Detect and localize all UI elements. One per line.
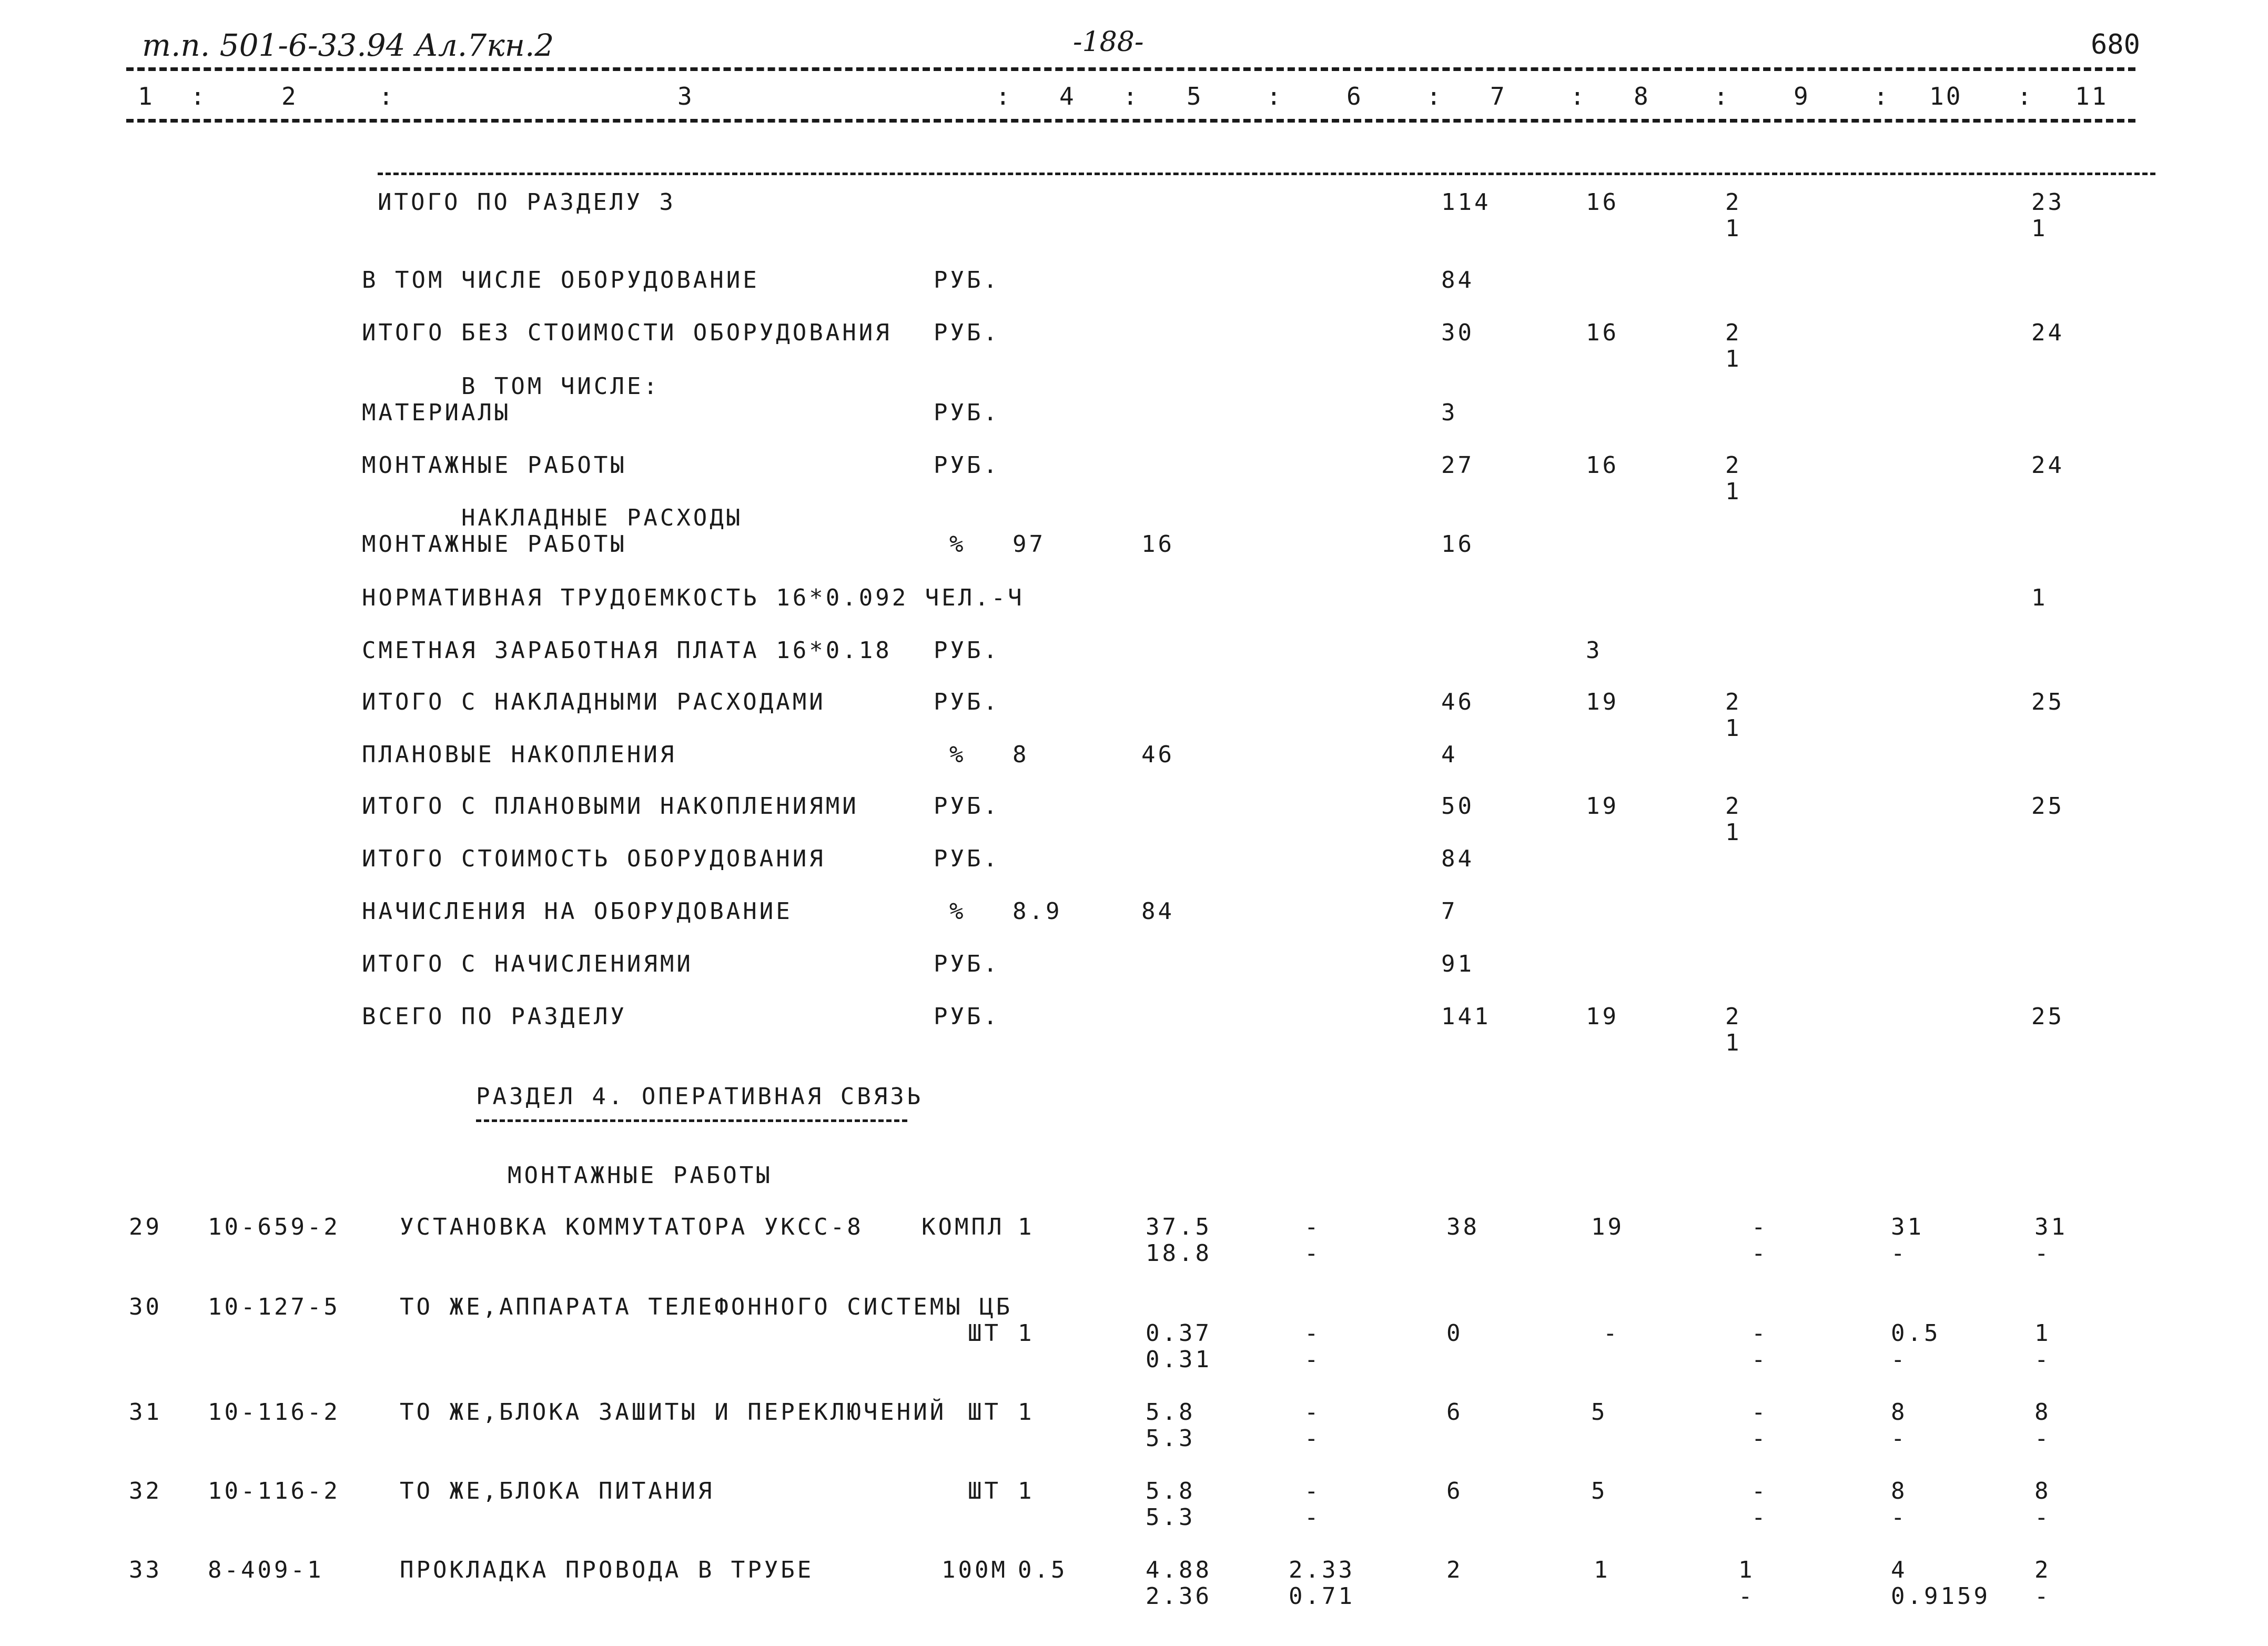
col-header-7: 7 [1490,82,1507,110]
col-header-2: 2 [281,82,298,110]
col7-value: 91 [1441,951,1474,977]
section4-subtitle: МОНТАЖНЫЕ РАБОТЫ [508,1162,773,1189]
rate-code: 8-409-1 [208,1557,324,1583]
col11-value: 25 [2031,689,2064,715]
col9-value: 2 1 [1725,793,1742,846]
row-unit: РУБ. [934,267,1000,294]
col6-value: - - [1304,1320,1321,1373]
col8-value: 16 [1586,189,1619,216]
col-header-11: 11 [2075,82,2109,110]
row-label: ВСЕГО ПО РАЗДЕЛУ [362,1003,627,1030]
row-label: ПЛАНОВЫЕ НАКОПЛЕНИЯ [362,741,677,768]
unit: ШТ [968,1478,1001,1504]
col-sep: : [1267,82,1283,110]
col10-value: 8 - [1891,1399,1908,1452]
row-number: 29 [129,1214,162,1240]
row-label: ИТОГО С ПЛАНОВЫМИ НАКОПЛЕНИЯМИ [362,793,859,820]
col8-value: 19 [1586,793,1619,820]
col-header-6: 6 [1346,82,1363,110]
quantity: 1 [1018,1399,1035,1426]
quantity: 0.5 [1018,1557,1068,1583]
row-label: ИТОГО С НАЧИСЛЕНИЯМИ [362,951,693,977]
row-unit: РУБ. [934,689,1000,715]
col5-value: 37.5 18.8 [1146,1214,1212,1267]
col8-value: 5 [1591,1399,1608,1426]
row-unit: РУБ. [934,452,1000,479]
page-number-right: 680 [2091,29,2140,60]
col5-value: 16 [1141,531,1174,558]
col5-value: 0.37 0.31 [1146,1320,1212,1373]
col11-value: 8 - [2034,1478,2051,1531]
work-name: ТО ЖЕ,АППАРАТА ТЕЛЕФОННОГО СИСТЕМЫ ЦБ [400,1294,1013,1320]
col5-value: 5.8 5.3 [1146,1478,1196,1531]
col9-value: - - [1751,1399,1768,1452]
rate-code: 10-116-2 [208,1399,340,1426]
row-label: ИТОГО С НАКЛАДНЫМИ РАСХОДАМИ [362,689,826,715]
header-rule-bottom [126,119,2135,123]
col-sep: : [996,82,1012,110]
row-label: СМЕТНАЯ ЗАРАБОТНАЯ ПЛАТА 16*0.18 [362,637,892,664]
col9-value: - - [1751,1478,1768,1531]
row-unit: РУБ. [934,845,1000,872]
col9-value: 1 - [1738,1557,1755,1610]
col11-value: 24 [2031,319,2064,346]
col11-value: 1 - [2034,1320,2051,1373]
col11-value: 31 - [2034,1214,2068,1267]
row-label: ИТОГО ПО РАЗДЕЛУ 3 [378,189,676,216]
unit: ШТ [968,1399,1001,1426]
col5-value: 4.88 2.36 [1146,1557,1212,1610]
col-sep: : [379,82,396,110]
row-unit: РУБ. [934,793,1000,820]
col8-value: 3 [1586,637,1603,664]
col7-value: 27 [1441,452,1474,479]
unit: КОМПЛ [922,1214,1005,1240]
col9-value: 2 1 [1725,452,1742,505]
row-label: НАЧИСЛЕНИЯ НА ОБОРУДОВАНИЕ [362,898,793,925]
row-unit: % [949,531,966,558]
col7-value: 50 [1441,793,1474,820]
col7-value: 38 [1446,1214,1480,1240]
col7-value: 3 [1441,399,1458,426]
col10-value: 8 - [1891,1478,1908,1531]
col11-value: 8 - [2034,1399,2051,1452]
col-sep: : [190,82,207,110]
row-unit: РУБ. [934,1003,1000,1030]
row-label: В ТОМ ЧИСЛЕ ОБОРУДОВАНИЕ [362,267,760,294]
quantity: 1 [1018,1320,1035,1347]
col11-value: 25 [2031,793,2064,820]
col-sep: : [1426,82,1443,110]
col-sep: : [1123,82,1140,110]
col-header-10: 10 [1929,82,1963,110]
section4-title: РАЗДЕЛ 4. ОПЕРАТИВНАЯ СВЯЗЬ [476,1083,924,1110]
row-label: МОНТАЖНЫЕ РАБОТЫ [362,452,627,479]
unit: 100М [941,1557,1008,1583]
col11-value: 24 [2031,452,2064,479]
col6-value: - - [1304,1399,1321,1452]
col4-value: 8 [1012,741,1029,768]
col4-value: 8.9 [1012,898,1062,925]
unit: ШТ [968,1320,1001,1347]
row-unit: % [949,741,966,768]
col-sep: : [1714,82,1730,110]
col9-value: 2 1 [1725,189,1742,242]
rate-code: 10-659-2 [208,1214,340,1240]
col-header-5: 5 [1187,82,1203,110]
row-unit: РУБ. [934,319,1000,346]
col-header-8: 8 [1634,82,1651,110]
col7-value: 84 [1441,845,1474,872]
col-header-9: 9 [1794,82,1810,110]
col7-value: 4 [1441,741,1458,768]
col7-value: 46 [1441,689,1474,715]
col9-value: 2 1 [1725,689,1742,742]
col10-value: 0.5 - [1891,1320,1941,1373]
row-unit: % [949,898,966,925]
col5-value: 46 [1141,741,1174,768]
col-header-4: 4 [1059,82,1076,110]
col7-value: 84 [1441,267,1474,294]
col10-value: 31 - [1891,1214,1924,1267]
work-name: ТО ЖЕ,БЛОКА ЗАШИТЫ И ПЕРЕКЛЮЧЕНИЙ [400,1399,947,1426]
col8-value: 19 [1586,689,1619,715]
rate-code: 10-127-5 [208,1294,340,1320]
col11-value: 1 [2031,584,2048,611]
col9-value: 2 1 [1725,319,1742,372]
col8-value: 5 [1591,1478,1608,1504]
col7-value: 6 [1446,1399,1463,1426]
col6-value: 2.33 0.71 [1289,1557,1355,1610]
row-number: 32 [129,1478,162,1504]
col8-value: 19 [1586,1003,1619,1030]
col-header-1: 1 [138,82,155,110]
row-label: В ТОМ ЧИСЛЕ: МАТЕРИАЛЫ [362,373,660,426]
col7-value: 30 [1441,319,1474,346]
col7-value: 0 [1446,1320,1463,1347]
col6-value: - - [1304,1478,1321,1531]
col7-value: 2 [1446,1557,1463,1583]
quantity: 1 [1018,1214,1035,1240]
work-name: УСТАНОВКА КОММУТАТОРА УКСС-8 [400,1214,864,1240]
row-label: НОРМАТИВНАЯ ТРУДОЕМКОСТЬ 16*0.092 ЧЕЛ.-Ч [362,584,1025,611]
col8-value: - [1603,1320,1620,1347]
row-number: 30 [129,1294,162,1320]
page-number-center: -188- [1073,26,1144,58]
col-sep: : [2017,82,2034,110]
col7-value: 6 [1446,1478,1463,1504]
col9-value: - - [1751,1320,1768,1373]
row-unit: РУБ. [934,637,1000,664]
col8-value: 1 [1594,1557,1611,1583]
col-sep: : [1874,82,1890,110]
col6-value: - - [1304,1214,1321,1267]
work-name: ТО ЖЕ,БЛОКА ПИТАНИЯ [400,1478,715,1504]
row-label: ИТОГО БЕЗ СТОИМОСТИ ОБОРУДОВАНИЯ [362,319,892,346]
col9-value: 2 1 [1725,1003,1742,1056]
row-number: 31 [129,1399,162,1426]
section4-title-underline [476,1119,907,1122]
col8-value: 16 [1586,452,1619,479]
row-label: ИТОГО СТОИМОСТЬ ОБОРУДОВАНИЯ [362,845,826,872]
col8-value: 16 [1586,319,1619,346]
col10-value: 4 0.9159 [1891,1557,1990,1610]
section-rule [378,173,2155,175]
col11-value: 25 [2031,1003,2064,1030]
work-name: ПРОКЛАДКА ПРОВОДА В ТРУБЕ [400,1557,814,1583]
row-label: НАКЛАДНЫЕ РАСХОДЫ МОНТАЖНЫЕ РАБОТЫ [362,504,743,558]
col4-value: 97 [1012,531,1046,558]
col11-value: 2 - [2034,1557,2051,1610]
quantity: 1 [1018,1478,1035,1504]
col11-value: 23 1 [2031,189,2064,242]
row-number: 33 [129,1557,162,1583]
col7-value: 7 [1441,898,1458,925]
col-sep: : [1570,82,1587,110]
col7-value: 16 [1441,531,1474,558]
row-unit: РУБ. [934,951,1000,977]
col7-value: 114 [1441,189,1491,216]
col5-value: 84 [1141,898,1174,925]
header-rule-top [126,67,2135,71]
col9-value: - - [1751,1214,1768,1267]
row-unit: РУБ. [934,399,1000,426]
col5-value: 5.8 5.3 [1146,1399,1196,1452]
col-header-3: 3 [677,82,694,110]
col8-value: 19 [1591,1214,1624,1240]
col7-value: 141 [1441,1003,1491,1030]
document-code: т.п. 501-6-33.94 Ал.7кн.2 [142,27,554,63]
rate-code: 10-116-2 [208,1478,340,1504]
